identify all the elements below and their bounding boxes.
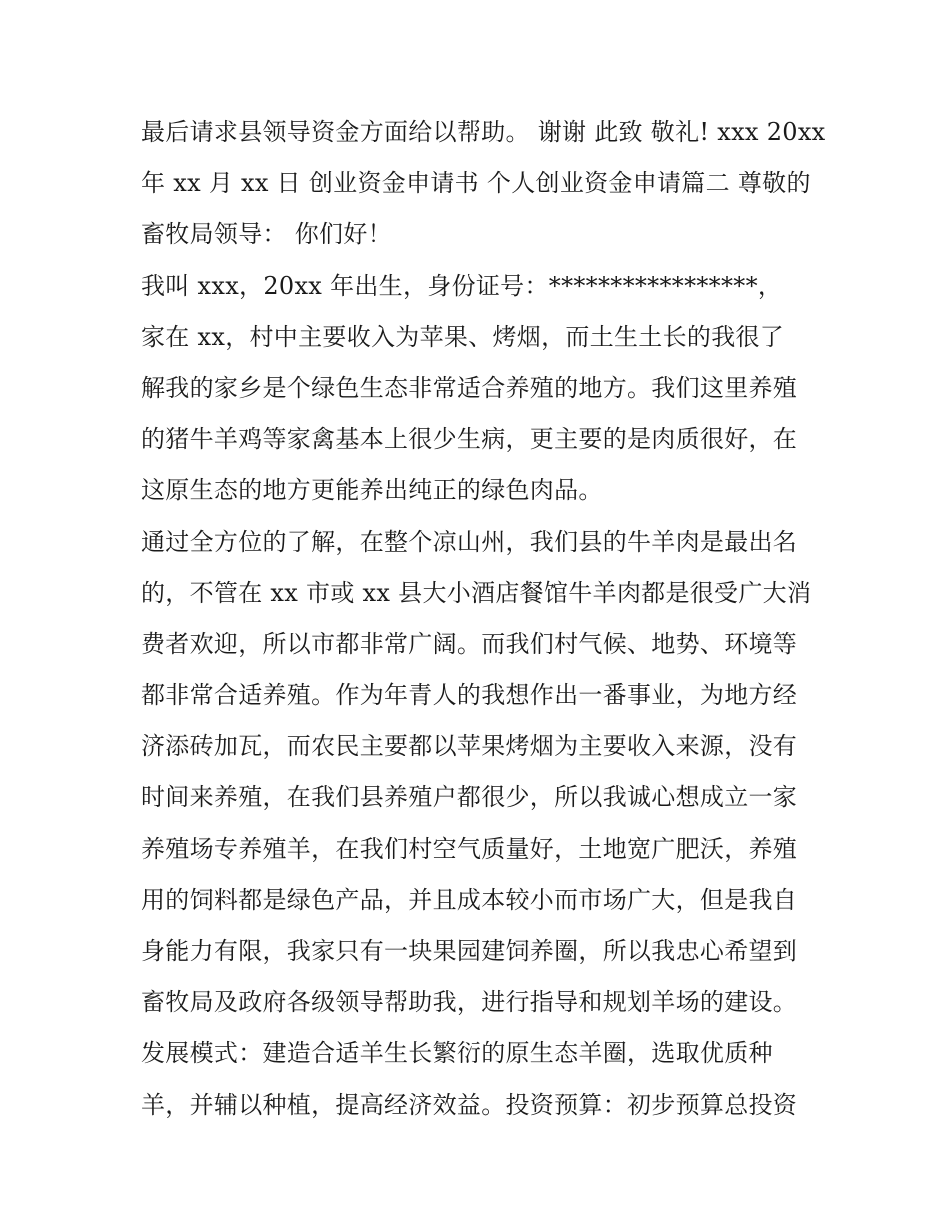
- text-line-5: 家在 xx，村中主要收入为苹果、烤烟，而土生土长的我很了: [141, 322, 785, 351]
- text-line-7: 的猪牛羊鸡等家禽基本上很少生病，更主要的是肉质很好，在: [141, 425, 798, 454]
- text-line-14: 时间来养殖，在我们县养殖户都很少，所以我诚心想成立一家: [141, 783, 798, 812]
- text-line-13: 济添砖加瓦，而农民主要都以苹果烤烟为主要收入来源，没有: [141, 732, 798, 761]
- text-line-11: 费者欢迎，所以市都非常广阔。而我们村气候、地势、环境等: [141, 629, 798, 658]
- text-line-1: 最后请求县领导资金方面给以帮助。 谢谢 此致 敬礼! xxx 20xx: [141, 118, 826, 146]
- text-line-16: 用的饲料都是绿色产品，并且成本较小而市场广大，但是我自: [141, 885, 798, 914]
- text-line-10: 的，不管在 xx 市或 xx 县大小酒店餐馆牛羊肉都是很受广大消: [141, 578, 812, 607]
- text-line-20: 羊，并辅以种植，提高经济效益。投资预算：初步预算总投资: [141, 1090, 798, 1119]
- text-line-4: 我叫 xxx，20xx 年出生，身份证号：*****************，: [141, 271, 783, 300]
- text-line-2: 年 xx 月 xx 日 创业资金申请书 个人创业资金申请篇二 尊敬的: [141, 169, 811, 198]
- document-body-text: [141, 107, 831, 1131]
- text-line-12: 都非常合适养殖。作为年青人的我想作出一番事业，为地方经: [141, 681, 798, 710]
- text-line-19: 发展模式：建造合适羊生长繁衍的原生态羊圈，选取优质种: [141, 1039, 773, 1068]
- text-line-18: 畜牧局及政府各级领导帮助我，进行指导和规划羊场的建设。: [141, 988, 798, 1017]
- text-line-6: 解我的家乡是个绿色生态非常适合养殖的地方。我们这里养殖: [141, 373, 798, 402]
- text-line-3: 畜牧局领导： 你们好！: [141, 220, 392, 249]
- text-line-8: 这原生态的地方更能养出纯正的绿色肉品。: [141, 476, 603, 505]
- text-line-17: 身能力有限，我家只有一块果园建饲养圈，所以我忠心希望到: [141, 937, 798, 965]
- text-line-15: 养殖场专养殖羊，在我们村空气质量好，土地宽广肥沃，养殖: [141, 834, 798, 863]
- text-line-9: 通过全方位的了解，在整个凉山州，我们县的牛羊肉是最出名: [141, 527, 798, 556]
